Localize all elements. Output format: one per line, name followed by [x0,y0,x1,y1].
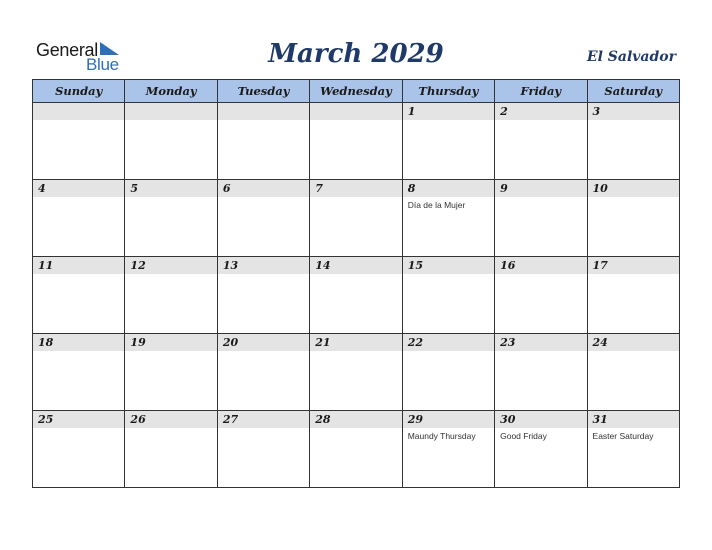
day-cell [33,411,125,488]
date-bar [218,180,309,197]
day-cell [33,103,125,180]
day-cell [495,180,587,257]
holiday-label: Easter Saturday [592,431,654,441]
day-cell [310,103,402,180]
day-cell [33,257,125,334]
logo-word-general: General [36,40,98,60]
day-cell [217,334,309,411]
weekday-header: Tuesday [217,80,309,103]
day-number: 2 [500,105,508,118]
week-row [33,334,680,411]
day-number: 14 [315,259,331,272]
day-number: 3 [592,105,601,118]
weekday-header-row [33,80,680,103]
day-cell [125,180,217,257]
day-number: 16 [500,259,516,272]
day-number: 20 [222,336,239,349]
calendar-title: March 2029 [268,39,444,69]
day-number: 9 [500,182,508,195]
date-bar [495,180,586,197]
date-bar [310,180,401,197]
date-bar [218,103,309,120]
day-number: 7 [315,182,323,195]
day-number: 5 [130,182,139,195]
date-bar [588,103,679,120]
calendar-grid [32,79,680,488]
day-number: 6 [222,182,231,195]
day-number: 4 [38,182,46,195]
day-cell [495,103,587,180]
week-row [33,180,680,257]
day-number: 31 [592,413,608,426]
day-number: 26 [130,413,146,426]
day-number: 25 [38,413,54,426]
day-cell [33,180,125,257]
day-cell [217,411,309,488]
day-cell [125,257,217,334]
day-cell [402,334,494,411]
day-cell [495,257,587,334]
day-cell [402,257,494,334]
day-cell [217,180,309,257]
weekday-header: Sunday [33,80,125,103]
holiday-label: Maundy Thursday [407,431,476,441]
day-cell [310,411,402,488]
date-bar [33,180,124,197]
date-bar [403,180,494,197]
day-cell [587,334,679,411]
date-bar [125,180,216,197]
day-cell [310,257,402,334]
day-cell [587,180,679,257]
weekday-header: Monday [125,80,217,103]
day-number: 12 [130,259,146,272]
day-number: 17 [592,259,608,272]
week-row [33,411,680,488]
day-number: 15 [407,259,423,272]
weekday-header: Friday [495,80,587,103]
day-cell [587,103,679,180]
day-number: 30 [500,413,516,426]
day-cell [33,334,125,411]
day-cell [125,103,217,180]
logo-word-blue: Blue [86,55,119,74]
day-cell [402,180,494,257]
date-bar [310,103,401,120]
day-number: 21 [315,336,331,349]
weekday-header: Thursday [402,80,494,103]
date-bar [403,103,494,120]
weekday-header: Saturday [587,80,679,103]
day-cell [310,180,402,257]
day-cell [125,334,217,411]
day-number: 22 [407,336,423,349]
day-cell [587,411,679,488]
holiday-label: Good Friday [500,431,547,441]
day-cell [402,103,494,180]
day-number: 28 [315,413,331,426]
date-bar [125,103,216,120]
week-row [33,257,680,334]
day-number: 8 [407,182,416,195]
day-cell [217,103,309,180]
day-number: 23 [500,336,516,349]
day-cell [587,257,679,334]
day-cell [310,334,402,411]
day-number: 19 [130,336,146,349]
day-cell [495,411,587,488]
day-number: 29 [407,413,423,426]
day-cell [402,411,494,488]
date-bar [495,103,586,120]
day-number: 27 [222,413,239,426]
day-number: 18 [38,336,54,349]
day-cell [125,411,217,488]
day-number: 10 [592,182,608,195]
day-cell [495,334,587,411]
day-number: 13 [222,259,239,272]
weekday-header: Wednesday [310,80,402,103]
day-number: 11 [38,259,54,272]
holiday-label: Día de la Mujer [407,200,466,210]
day-number: 1 [407,105,416,118]
week-row [33,103,680,180]
day-number: 24 [592,336,608,349]
date-bar [33,103,124,120]
country-name: El Salvador [586,49,676,65]
day-cell [217,257,309,334]
